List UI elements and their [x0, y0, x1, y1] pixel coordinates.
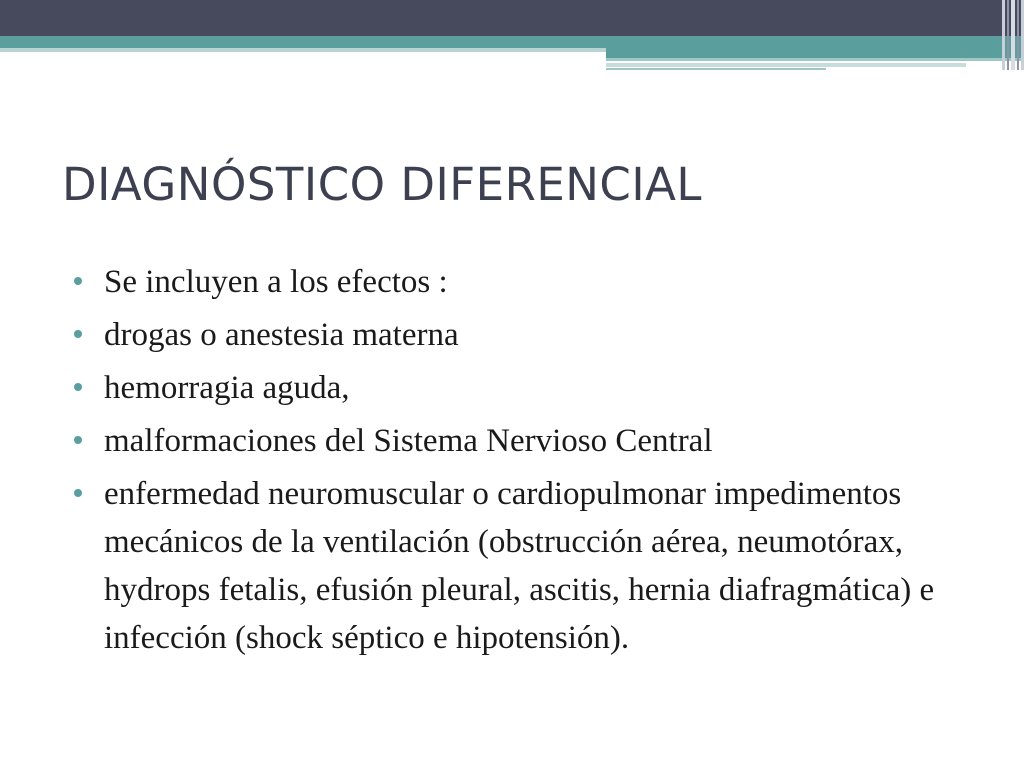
bullet-dot-icon: [74, 383, 82, 391]
header-band-accent-line: [606, 58, 1024, 61]
header-band-accent: [606, 48, 1024, 58]
bullet-dot-icon: [74, 489, 82, 497]
bullet-text: hemorragia aguda,: [104, 370, 350, 406]
header-band-accent-line: [606, 63, 966, 67]
bullet-text: drogas o anestesia materna: [104, 317, 459, 353]
header-band-accent-line: [606, 68, 826, 70]
bullet-dot-icon: [74, 277, 82, 285]
bullet-item: [74, 470, 974, 662]
bullet-item: [74, 311, 974, 359]
bullet-text: enfermedad neuromuscular o cardiopulmonar impedimentos mecánicos de la ventilación (obstrucción aérea, neumotórax, hydrops fetalis, efusión pleural, ascitis, hernia diafragmática) e infección (shock séptico e hipotensión).: [104, 476, 935, 656]
header-band-dark: [0, 0, 1024, 36]
header-band-teal: [0, 36, 1024, 48]
header-band-light: [0, 48, 610, 52]
bullet-dot-icon: [74, 436, 82, 444]
bullet-item: [74, 417, 974, 465]
bullet-text: Se incluyen a los efectos :: [104, 264, 448, 300]
bullet-item: [74, 258, 974, 306]
bullet-text: malformaciones del Sistema Nervioso Central: [104, 423, 713, 459]
bullet-list: [74, 258, 974, 667]
bullet-item: [74, 364, 974, 412]
header-corner-stripes: [994, 0, 1024, 70]
bullet-dot-icon: [74, 330, 82, 338]
slide-title: DIAGNÓSTICO DIFERENCIAL: [62, 158, 702, 211]
